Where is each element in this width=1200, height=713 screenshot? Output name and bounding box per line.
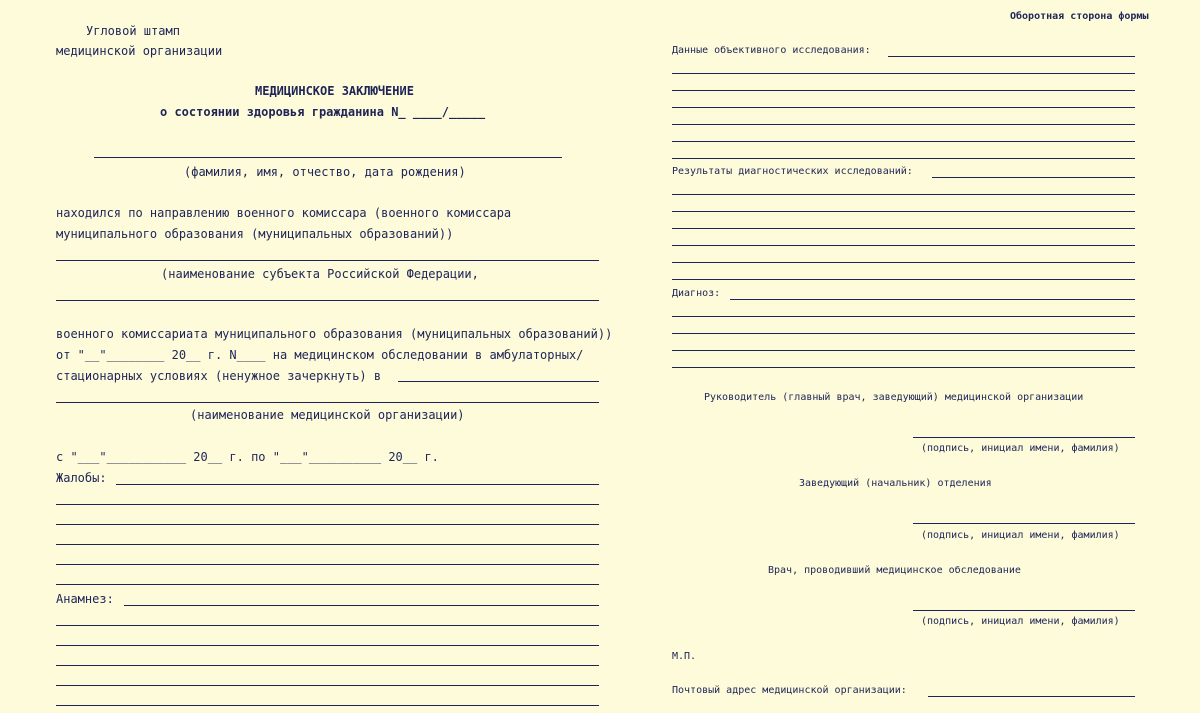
doctor-title: Врач, проводивший медицинское обследование — [768, 565, 1021, 576]
period-line: с "___"___________ 20__ г. по "___"__________ 20__ г. — [56, 450, 439, 464]
dept-head-title: Заведующий (начальник) отделения — [799, 478, 992, 489]
anamnesis-line-5 — [56, 685, 599, 686]
doctor-signature-caption: (подпись, инициал имени, фамилия) — [921, 616, 1120, 627]
anamnesis-label: Анамнез: — [56, 592, 114, 606]
diagnostics-line-2 — [672, 194, 1135, 195]
postal-address-label: Почтовый адрес медицинской организации: — [672, 685, 907, 696]
org-line — [56, 402, 599, 403]
fio-caption: (фамилия, имя, отчество, дата рождения) — [184, 165, 466, 179]
head-signature-title: Руководитель (главный врач, заведующий) медицинской организации — [704, 392, 1084, 403]
diagnosis-label: Диагноз: — [672, 288, 721, 299]
head-signature-caption: (подпись, инициал имени, фамилия) — [921, 443, 1120, 454]
direction-text-line2: муниципального образования (муниципальных образований)) — [56, 227, 454, 241]
complaints-line-1 — [116, 484, 599, 485]
anamnesis-line-2 — [56, 625, 599, 626]
complaints-line-2 — [56, 504, 599, 505]
postal-address-line — [928, 696, 1135, 697]
anamnesis-line-6 — [56, 705, 599, 706]
doctor-signature-line — [913, 610, 1135, 611]
diagnostics-label: Результаты диагностических исследований: — [672, 166, 913, 177]
commissariat-text-line1: военного комиссариата муниципального образования (муниципальных образований)) — [56, 327, 613, 341]
complaints-line-6 — [56, 584, 599, 585]
fio-line — [94, 157, 562, 158]
commissariat-text-line2: от "__"________ 20__ г. N____ на медицинском обследовании в амбулаторных/ — [56, 348, 584, 362]
complaints-label: Жалобы: — [56, 471, 107, 485]
objective-line-5 — [672, 124, 1135, 125]
reverse-side-header: Оборотная сторона формы — [1010, 11, 1149, 22]
stamp-place: М.П. — [672, 651, 697, 662]
diagnostics-line-3 — [672, 211, 1135, 212]
diagnosis-line-4 — [672, 350, 1135, 351]
diagnostics-line-4 — [672, 228, 1135, 229]
subject-line — [56, 260, 599, 261]
corner-stamp-line1: Угловой штамп — [86, 24, 180, 38]
diagnosis-line-2 — [672, 316, 1135, 317]
dept-head-signature-line — [913, 523, 1135, 524]
document-subtitle: о состоянии здоровья гражданина N_ ____/_____ — [160, 105, 486, 119]
diagnostics-line-6 — [672, 262, 1135, 263]
dept-head-signature-caption: (подпись, инициал имени, фамилия) — [921, 530, 1120, 541]
diagnostics-line-1 — [932, 177, 1135, 178]
objective-line-2 — [672, 73, 1135, 74]
complaints-line-5 — [56, 564, 599, 565]
objective-line-4 — [672, 107, 1135, 108]
objective-line-6 — [672, 141, 1135, 142]
objective-line-1 — [888, 56, 1135, 57]
diagnostics-line-7 — [672, 279, 1135, 280]
org-caption: (наименование медицинской организации) — [190, 408, 465, 422]
direction-text-line1: находился по направлению военного комиссара (военного комиссара — [56, 206, 512, 220]
diagnosis-line-3 — [672, 333, 1135, 334]
diagnostics-line-5 — [672, 245, 1135, 246]
commissariat-text-line3: стационарных условиях (ненужное зачеркнуть) в — [56, 369, 382, 383]
org-inline-line — [398, 381, 599, 382]
objective-label: Данные объективного исследования: — [672, 45, 871, 56]
head-signature-line — [913, 437, 1135, 438]
complaints-line-4 — [56, 544, 599, 545]
subject-caption: (наименование субъекта Российской Федерации, — [161, 267, 479, 281]
subject-line-2 — [56, 300, 599, 301]
document-title: МЕДИЦИНСКОЕ ЗАКЛЮЧЕНИЕ — [255, 84, 414, 98]
objective-line-7 — [672, 158, 1135, 159]
anamnesis-line-4 — [56, 665, 599, 666]
objective-line-3 — [672, 90, 1135, 91]
diagnosis-line-5 — [672, 367, 1135, 368]
corner-stamp-line2: медицинской организации — [56, 44, 223, 58]
complaints-line-3 — [56, 524, 599, 525]
anamnesis-line-1 — [124, 605, 599, 606]
anamnesis-line-3 — [56, 645, 599, 646]
diagnosis-line-1 — [730, 299, 1135, 300]
